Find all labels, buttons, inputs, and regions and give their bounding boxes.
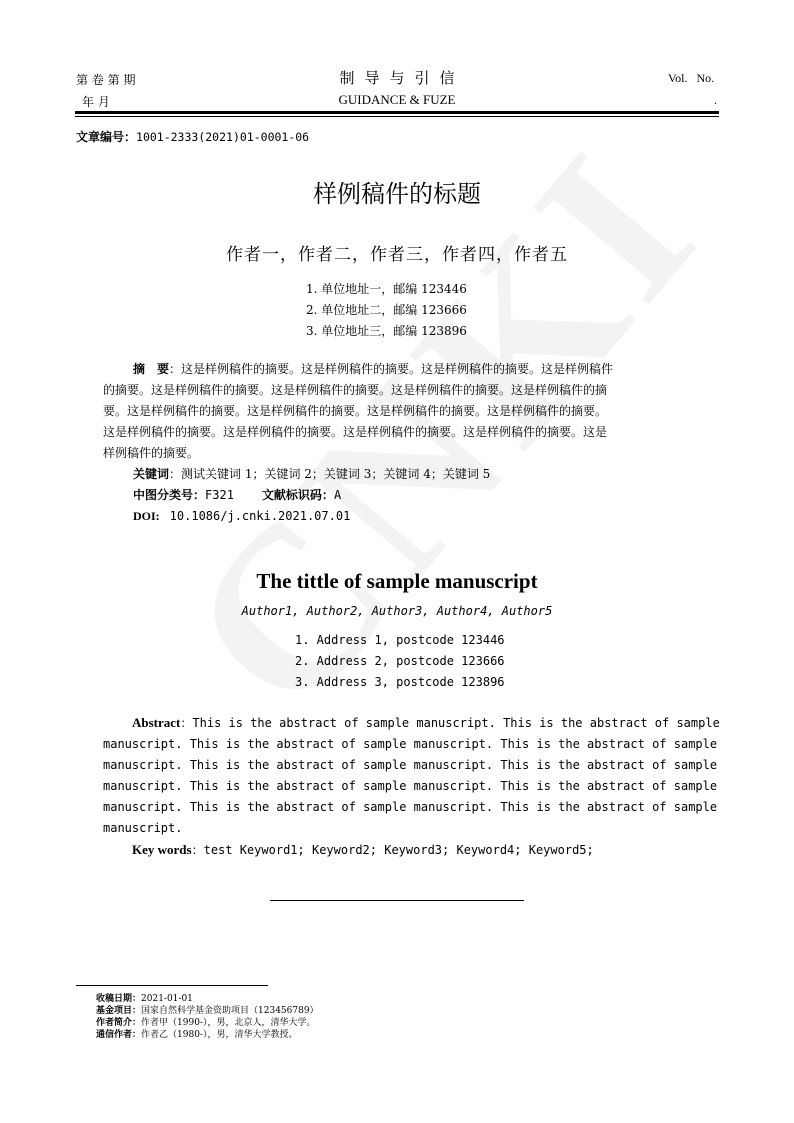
footnote-label: 收稿日期：	[96, 994, 142, 1004]
footnote-label: 基金项目：	[96, 1006, 142, 1016]
doc-code-value: A	[333, 488, 342, 502]
abstract-cn-label: 摘 要	[133, 362, 170, 376]
abstract-cn-line: 这是样例稿件的摘要。这是样例稿件的摘要。这是样例稿件的摘要。这是样例稿件的摘要。这是	[103, 425, 608, 439]
abstract-cn-line: 样例稿件的摘要。	[103, 446, 200, 460]
abstract-en	[103, 712, 720, 861]
issue-label: 第 卷 第 期	[76, 73, 136, 87]
address-en-item: 2. Address 2, postcode 123666	[295, 654, 505, 668]
address-cn-item: 2. 单位地址二，邮编 123666	[306, 303, 467, 317]
doc-code-label: 文献标识码：	[261, 488, 334, 502]
footnote-item	[96, 1005, 319, 1017]
keywords-en-label: Key words	[132, 842, 192, 857]
keywords-cn-label: 关键词	[133, 467, 170, 481]
keywords-cn-sep: ：	[169, 467, 182, 481]
abstract-en-line: This is the abstract of sample manuscript. This is the abstract of sample	[192, 716, 720, 730]
address-en-item: 3. Address 3, postcode 123896	[295, 675, 505, 689]
footnote-item	[96, 993, 319, 1005]
keywords-en-sep: ：	[191, 843, 204, 857]
abstract-en-sep: ：	[180, 716, 193, 730]
authors-cn: 作者一，作者二，作者三，作者四，作者五	[226, 245, 568, 265]
header-rule-thin	[75, 116, 719, 117]
footnote-label: 通信作者：	[96, 1030, 142, 1040]
doi	[103, 506, 698, 527]
date-label: 年 月	[82, 95, 110, 109]
footnote-value: 2021-01-01	[141, 994, 193, 1004]
title-en: The tittle of sample manuscript	[256, 569, 538, 593]
abstract-en-line: manuscript. This is the abstract of sample manuscript. This is the abstract of sample	[103, 779, 718, 793]
keywords-cn	[103, 464, 698, 485]
article-id	[76, 128, 309, 145]
journal-title-cn: 制导与引信	[339, 69, 465, 87]
footnote-value: 国家自然科学基金资助项目（123456789）	[141, 1006, 319, 1016]
keywords-en-value: test Keyword1; Keyword2; Keyword3; Keyword4; Keyword5;	[203, 843, 594, 857]
abstract-cn-line: 这是样例稿件的摘要。这是样例稿件的摘要。这是样例稿件的摘要。这是样例稿件	[181, 362, 614, 376]
abstract-cn-sep: ：	[169, 362, 182, 376]
footnote-rule	[76, 985, 268, 986]
doi-value: 10.1086/j.cnki.2021.07.01	[169, 509, 351, 523]
addresses-cn	[306, 279, 467, 342]
vol-no: Vol. No.	[668, 71, 715, 85]
article-id-label: 文章编号：	[76, 130, 137, 144]
footnote-value: 作者甲（1990-），男，北京人，清华大学。	[141, 1018, 316, 1028]
address-cn-item: 3. 单位地址三，邮编 123896	[306, 324, 467, 338]
footnote-value: 作者乙（1980-），男，清华大学教授。	[141, 1030, 298, 1040]
header-rule-thick	[75, 111, 719, 114]
header-dot: .	[714, 93, 717, 107]
footnote-item	[96, 1017, 319, 1029]
address-cn-item: 1. 单位地址一，邮编 123446	[306, 282, 467, 296]
abstract-cn-line: 要。这是样例稿件的摘要。这是样例稿件的摘要。这是样例稿件的摘要。这是样例稿件的摘要。	[103, 404, 608, 418]
footnotes	[96, 993, 319, 1041]
footnote-item	[96, 1029, 319, 1041]
abstract-cn-line: 的摘要。这是样例稿件的摘要。这是样例稿件的摘要。这是样例稿件的摘要。这是样例稿件的摘	[103, 383, 608, 397]
footnote-label: 作者简介：	[96, 1018, 142, 1028]
authors-en: Author1, Author2, Author3, Author4, Author5	[241, 604, 553, 618]
classification	[103, 485, 698, 506]
abstract-en-line: manuscript. This is the abstract of sample manuscript. This is the abstract of sample	[103, 758, 718, 772]
abstract-en-line: manuscript. This is the abstract of sample manuscript. This is the abstract of sample	[103, 737, 718, 751]
abstract-en-line: manuscript.	[103, 821, 183, 835]
abstract-en-label: Abstract	[132, 715, 181, 730]
article-id-value: 1001-2333(2021)01-0001-06	[136, 130, 310, 144]
journal-title-en: GUIDANCE & FUZE	[338, 92, 456, 107]
keywords-en	[103, 839, 703, 861]
address-en-item: 1. Address 1, postcode 123446	[295, 633, 505, 647]
title-cn: 样例稿件的标题	[313, 180, 481, 208]
clc-value: F321	[205, 488, 234, 502]
section-divider	[270, 900, 524, 901]
addresses-en	[295, 630, 505, 693]
doi-label: DOI:	[133, 509, 160, 523]
abstract-cn	[103, 359, 698, 527]
keywords-cn-value: 测试关键词 1；关键词 2；关键词 3；关键词 4；关键词 5	[181, 467, 491, 481]
clc-label: 中图分类号：	[133, 488, 206, 502]
abstract-en-line: manuscript. This is the abstract of sample manuscript. This is the abstract of sample	[103, 800, 718, 814]
